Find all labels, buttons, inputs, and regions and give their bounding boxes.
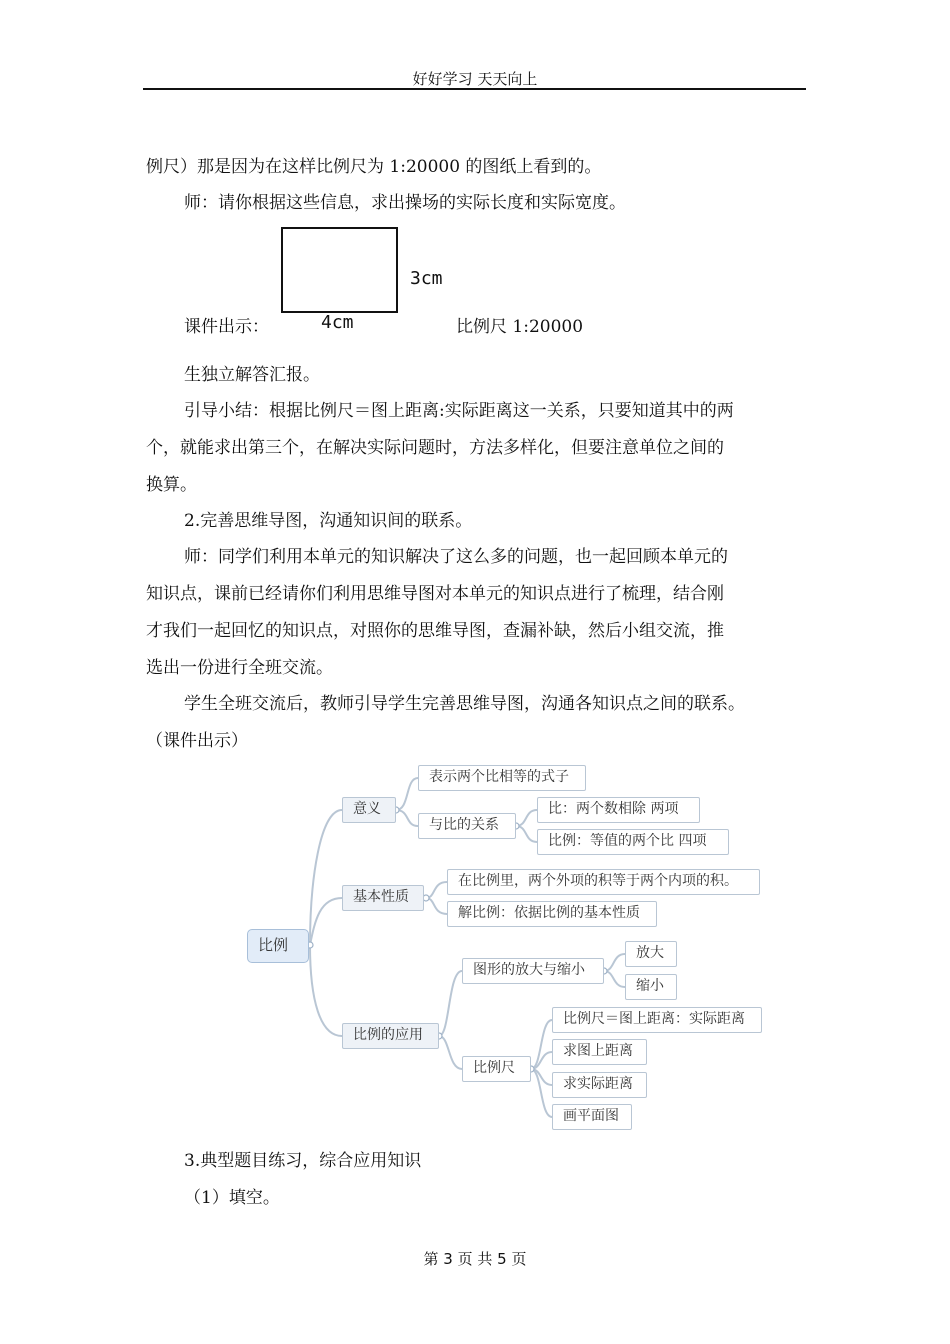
paragraph: 例尺）那是因为在这样比例尺为 1:20000 的图纸上看到的。: [146, 157, 602, 177]
mindmap-node-application: 比例的应用: [342, 1023, 439, 1049]
mindmap-root-node: 比例: [247, 929, 309, 963]
paragraph: 个，就能求出第三个，在解决实际问题时，方法多样化，但要注意单位之间的: [146, 438, 724, 458]
mindmap-node-draw-plan: 画平面图: [552, 1104, 632, 1130]
paragraph: 3.典型题目练习，综合应用知识: [184, 1151, 422, 1171]
mindmap-node-ratio: 比：两个数相除 两项: [537, 797, 700, 823]
paragraph: （1）填空。: [184, 1188, 280, 1208]
paragraph: 师：同学们利用本单元的知识解决了这么多的问题，也一起回顾本单元的: [184, 547, 728, 567]
paragraph: 选出一份进行全班交流。: [146, 658, 333, 678]
mindmap-node-scale-definition: 比例尺＝图上距离：实际距离: [552, 1007, 762, 1033]
mindmap-node-scale: 比例尺: [462, 1056, 531, 1082]
figure-caption: 课件出示：: [184, 317, 269, 337]
paragraph: 学生全班交流后，教师引导学生完善思维导图，沟通各知识点之间的联系。: [184, 694, 745, 714]
paragraph: （课件出示）: [146, 731, 248, 751]
mindmap-node-scaling: 图形的放大与缩小: [462, 958, 604, 984]
paragraph: 生独立解答汇报。: [184, 365, 320, 385]
mindmap-node-meaning: 意义: [342, 797, 396, 823]
paragraph: 知识点，课前已经请你们利用思维导图对本单元的知识点进行了梳理，结合刚: [146, 584, 724, 604]
mindmap-node-property: 基本性质: [342, 885, 424, 911]
scale-label: 比例尺 1:20000: [456, 317, 584, 337]
mindmap-node-proportion: 比例：等值的两个比 四项: [537, 829, 729, 855]
paragraph: 师：请你根据这些信息，求出操场的实际长度和实际宽度。: [184, 193, 626, 213]
width-label: 4cm: [321, 312, 354, 333]
page-number: 第 3 页 共 5 页: [423, 1250, 527, 1268]
header-title: 好好学习 天天向上: [412, 70, 538, 88]
mindmap-node-relation: 与比的关系: [418, 813, 516, 839]
paragraph: 引导小结：根据比例尺＝图上距离:实际距离这一关系，只要知道其中的两: [184, 401, 734, 421]
mindmap-node-meaning-definition: 表示两个比相等的式子: [418, 765, 586, 791]
mindmap-node-solve: 解比例：依据比例的基本性质: [447, 901, 657, 927]
height-label: 3cm: [410, 268, 443, 289]
mindmap-node-property-definition: 在比例里，两个外项的积等于两个内项的积。: [447, 869, 760, 895]
paragraph: 2.完善思维导图，沟通知识间的联系。: [184, 511, 473, 531]
paragraph: 才我们一起回忆的知识点，对照你的思维导图，查漏补缺，然后小组交流，推: [146, 621, 724, 641]
mindmap-node-shrink: 缩小: [625, 974, 677, 1000]
mindmap-node-find-map-distance: 求图上距离: [552, 1039, 647, 1065]
paragraph: 换算。: [146, 475, 197, 495]
mindmap-node-find-actual-distance: 求实际距离: [552, 1072, 647, 1098]
mindmap-node-enlarge: 放大: [625, 941, 677, 967]
